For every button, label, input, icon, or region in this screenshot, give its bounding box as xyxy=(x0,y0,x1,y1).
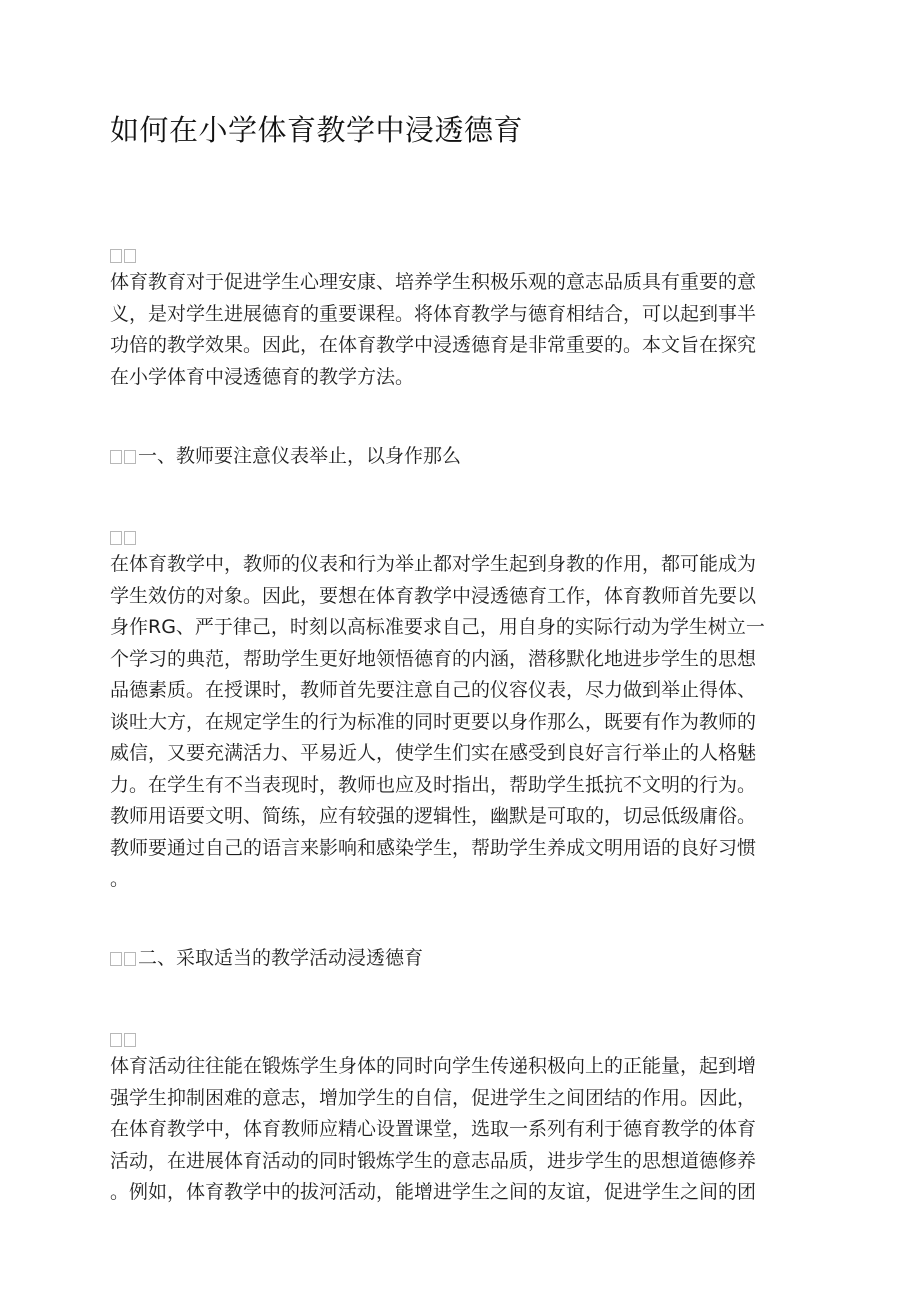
indent-marker xyxy=(110,1031,138,1049)
missing-glyph-icon xyxy=(110,450,122,464)
missing-glyph-icon xyxy=(110,1033,122,1047)
missing-glyph-icon xyxy=(124,450,136,464)
missing-glyph-icon xyxy=(124,952,136,966)
paragraph-line: 体育教育对于促进学生心理安康、培养学生积极乐观的意志品质具有重要的意 xyxy=(110,271,757,293)
paragraph-line: 在体育教学中，教师的仪表和行为举止都对学生起到身教的作用，都可能成为 xyxy=(110,553,757,575)
section-heading-text: 一、教师要注意仪表举止，以身作那么 xyxy=(138,445,462,467)
paragraph-line: 品德素质。在授课时，教师首先要注意自己的仪容仪表，尽力做到举止得体、 xyxy=(110,679,757,701)
paragraph-line: 身作RG、严于律己，时刻以高标准要求自己，用自身的实际行动为学生树立一 xyxy=(110,616,765,638)
missing-glyph-icon xyxy=(124,249,136,263)
missing-glyph-icon xyxy=(124,531,136,545)
paragraph-line: 个学习的典范，帮助学生更好地领悟德育的内涵，潜移默化地进步学生的思想 xyxy=(110,647,757,670)
paragraph-line: 在体育教学中，体育教师应精心设置课堂，选取一系列有利于德育教学的体育 xyxy=(110,1118,757,1140)
paragraph-line: 教师用语要文明、简练，应有较强的逻辑性，幽默是可取的，切忌低级庸俗。 xyxy=(110,805,757,827)
paragraph-line: 。 xyxy=(110,868,130,890)
paragraph-line: 在小学体育中浸透德育的教学方法。 xyxy=(110,365,415,388)
missing-glyph-icon xyxy=(110,249,122,263)
paragraph-line: 体育活动往往能在锻炼学生身体的同时向学生传递积极向上的正能量，起到增 xyxy=(110,1055,757,1077)
paragraph-line: 谈吐大方，在规定学生的行为标准的同时更要以身作那么，既要有作为教师的 xyxy=(110,710,757,733)
section-heading xyxy=(110,444,461,468)
section-heading-text: 二、采取适当的教学活动浸透德育 xyxy=(138,947,424,969)
missing-glyph-icon xyxy=(110,952,122,966)
document-title: 如何在小学体育教学中浸透德育 xyxy=(110,113,524,147)
indent-marker xyxy=(110,247,138,265)
section2-paragraph xyxy=(110,1051,810,1209)
paragraph-line: 学生效仿的对象。因此，要想在体育教学中浸透德育工作，体育教师首先要以 xyxy=(110,584,757,607)
paragraph-line: 。例如，体育教学中的拔河活动，能增进学生之间的友谊，促进学生之间的团 xyxy=(110,1181,757,1203)
section-heading xyxy=(110,946,423,970)
paragraph-line: 功倍的教学效果。因此，在体育教学中浸透德育是非常重要的。本文旨在探究 xyxy=(110,334,757,356)
paragraph-line: 强学生抑制困难的意志，增加学生的自信，促进学生之间团结的作用。因此， xyxy=(110,1086,757,1109)
missing-glyph-icon xyxy=(124,1033,136,1047)
paragraph-line: 教师要通过自己的语言来影响和感染学生，帮助学生养成文明用语的良好习惯 xyxy=(110,836,757,859)
intro-paragraph xyxy=(110,267,810,393)
paragraph-line: 活动，在进展体育活动的同时锻炼学生的意志品质，进步学生的思想道德修养 xyxy=(110,1149,757,1172)
paragraph-line: 力。在学生有不当表现时，教师也应及时指出，帮助学生抵抗不文明的行为。 xyxy=(110,773,757,796)
paragraph-line: 威信，又要充满活力、平易近人，使学生们实在感受到良好言行举止的人格魅 xyxy=(110,742,757,764)
missing-glyph-icon xyxy=(110,531,122,545)
paragraph-line: 义，是对学生进展德育的重要课程。将体育教学与德育相结合，可以起到事半 xyxy=(110,302,757,325)
indent-marker xyxy=(110,529,138,547)
section1-paragraph xyxy=(110,549,810,896)
